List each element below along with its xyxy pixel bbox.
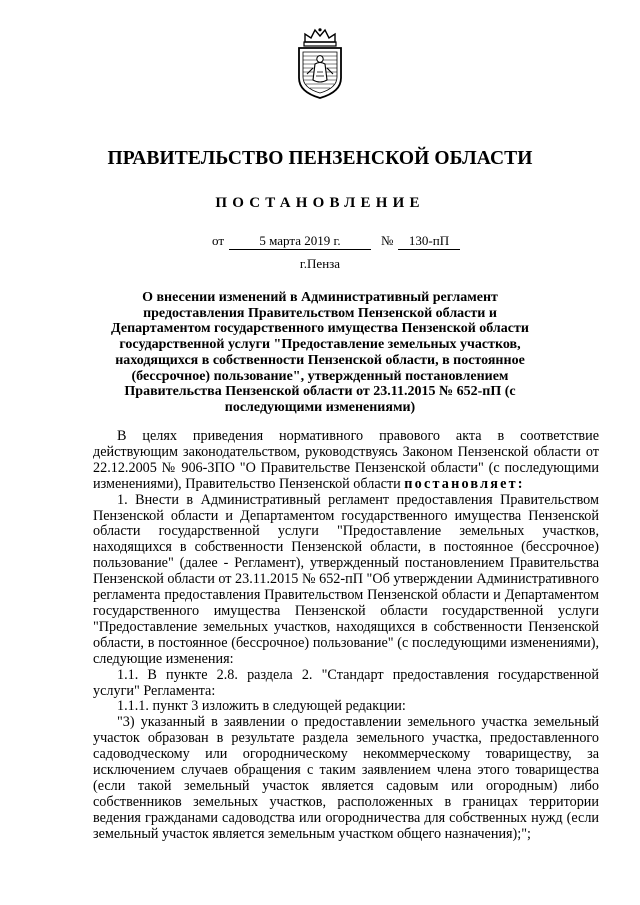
date-prefix: от (212, 233, 225, 248)
document-number: 130-пП (398, 233, 460, 250)
government-title: ПРАВИТЕЛЬСТВО ПЕНЗЕНСКОЙ ОБЛАСТИ (107, 148, 533, 169)
preamble-paragraph (93, 429, 599, 493)
quoted-paragraph: "3) указанный в заявлении о предоставлении земельного участка земельный участок образован в результате раздела земельного участка, предоставленного садоводческому или огородническому некоммерческому товариществу, за исключением случаев обращения с таким заявлением члена этого товарищества (если такой земельный участок является садовым или огородным) либо собственников земельных участков, расположенных в границах территории ведения гражданами садоводства или огородничества для собственных нужд (если земельный участок является земельным участком общего назначения);"; (93, 714, 599, 842)
city: г.Пенза (299, 256, 341, 271)
item-1-1: 1.1. В пункте 2.8. раздела 2. "Стандарт предоставления государственной услуги" Регламента: (93, 666, 599, 699)
document-date: 5 марта 2019 г. (229, 233, 371, 250)
document-heading: О внесении изменений в Административный регламент предоставления Правительством Пензенской области и Департаментом государственного имущества Пензенской области государственной услуги "Предоставление земельных участков, находящихся в собственности Пензенской области, в постоянное (бессрочное) пользование", утвержденный постановлением Правительства Пензенской области от 23.11.2015 № 652-пП (с последующими изменениями) (111, 290, 529, 415)
preamble-text: В целях приведения нормативного правового акта в соответствие действующим законодательством, руководствуясь Законом Пензенской области от 22.12.2005 № 906-ЗПО "О Правительстве Пензенской области" (с последующими изменениями), Правительство Пензенской области (93, 428, 599, 492)
document-type: ПОСТАНОВЛЕНИЕ (215, 195, 425, 211)
item-1-1-1: 1.1.1. пункт 3 изложить в следующей редакции: (117, 698, 406, 715)
number-prefix: № (381, 233, 394, 248)
coat-of-arms-icon (291, 28, 349, 100)
decree-word: постановляет: (404, 475, 525, 492)
item-1: 1. Внести в Административный регламент предоставления Правительством Пензенской области и Департаментом государственного имущества Пензенской области государственной услуги "Предоставление земельных участков, находящихся в собственности Пензенской области, в постоянное (бессрочное) пользование" (далее - Регламент), утвержденный постановлением Правительства Пензенской области от 23.11.2015 № 652-пП "Об утверждении Административного регламента предоставления Правительством Пензенской области и Департаментом государственного имущества Пензенской области государственной услуги "Предоставление земельных участков, находящихся в собственности Пензенской области, в постоянное (бессрочное) пользование" (с последующими изменениями), следующие изменения: (93, 491, 599, 667)
document-body (93, 429, 599, 843)
